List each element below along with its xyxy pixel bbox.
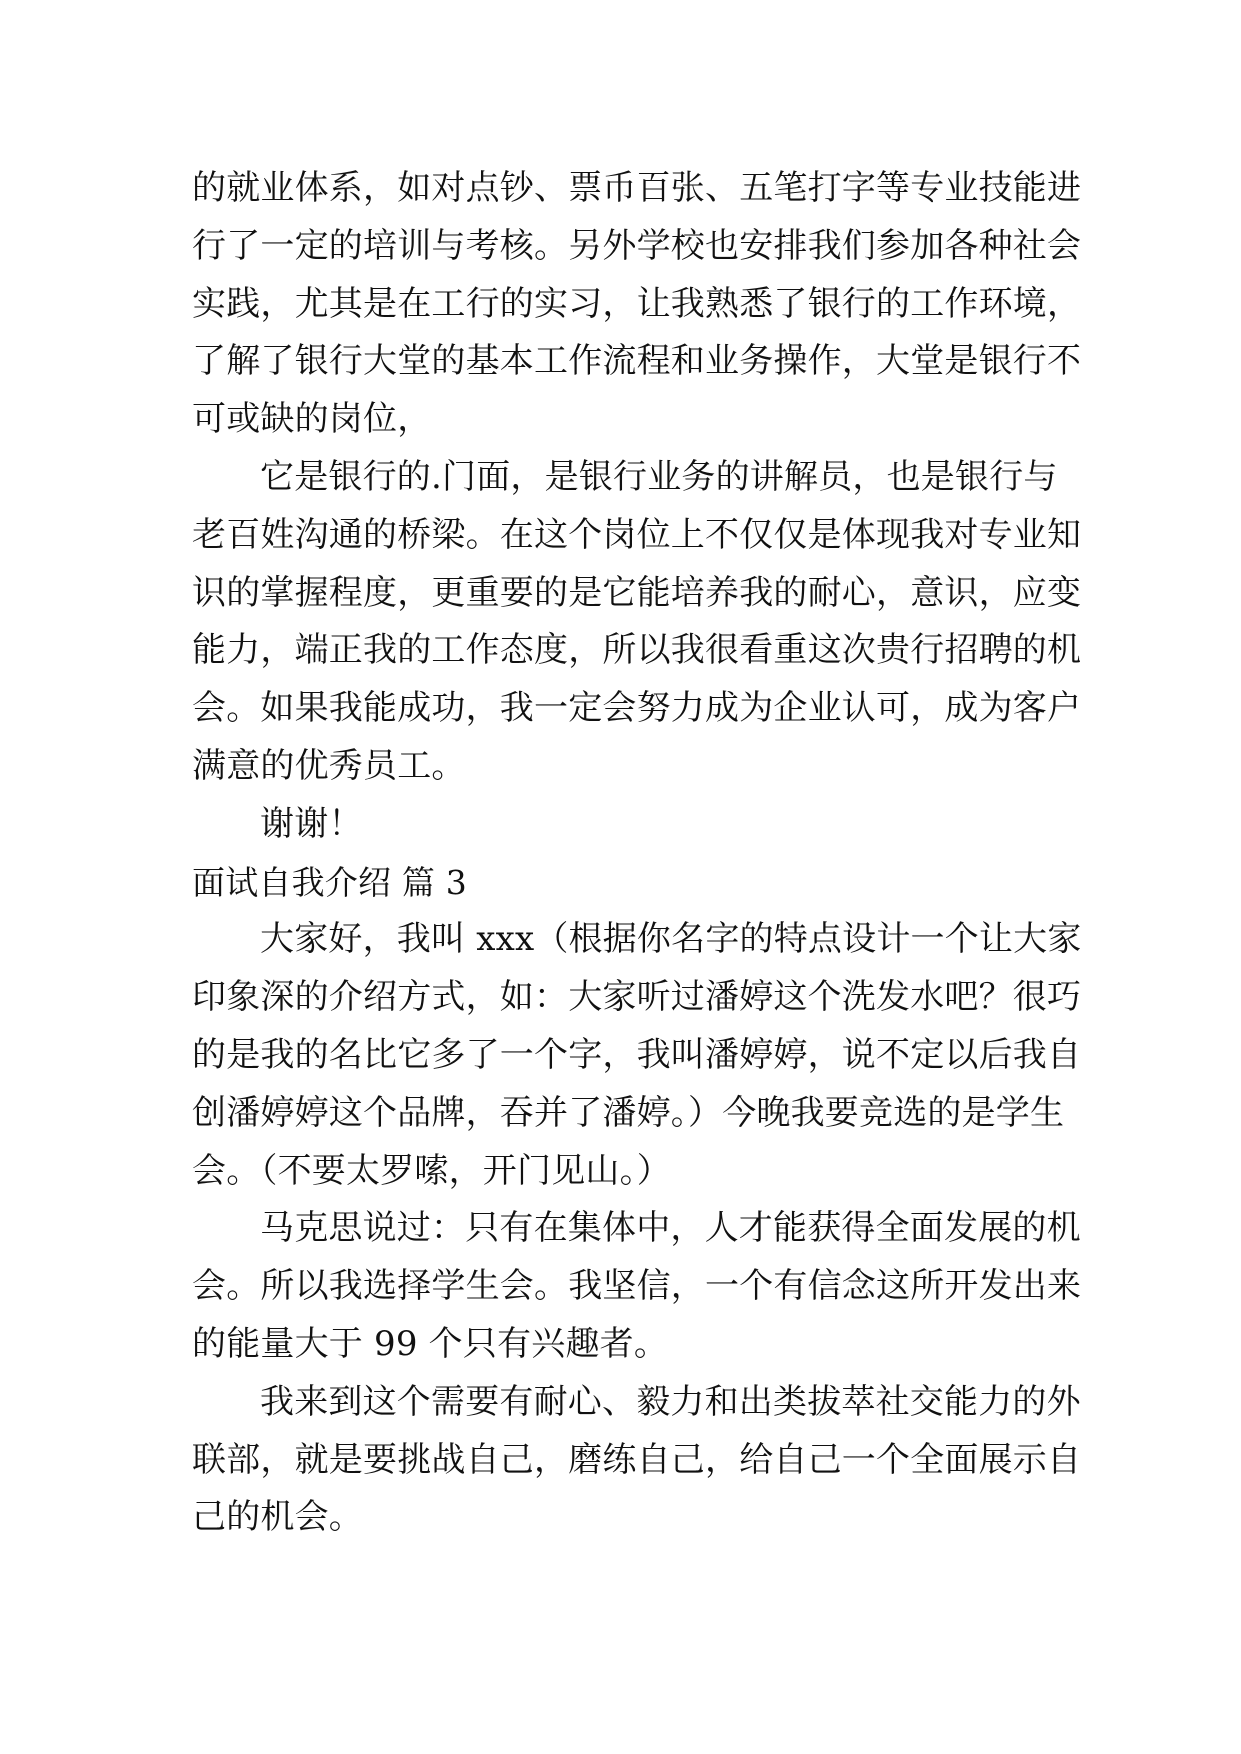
text-line: 的能量大于 99 个只有兴趣者。 — [192, 1323, 669, 1364]
text-line: 的就业体系，如对点钞、票币百张、五笔打字等专业技能进 — [192, 168, 1082, 208]
text-line: 识的掌握程度，更重要的是它能培养我的耐心，意识，应变 — [192, 572, 1082, 613]
section-heading: 面试自我介绍 篇 3 — [192, 862, 467, 902]
text-line: 的是我的名比它多了一个字，我叫潘婷婷，说不定以后我自 — [192, 1034, 1082, 1075]
text-line: 行了一定的培训与考核。另外学校也安排我们参加各种社会 — [192, 225, 1082, 266]
text-line: 会。（不要太罗嗦，开门见山。） — [192, 1150, 671, 1191]
document-body — [192, 160, 1082, 1547]
text-line: 实践，尤其是在工行的实习，让我熟悉了银行的工作环境， — [192, 283, 1082, 324]
text-line: 己的机会。 — [192, 1497, 363, 1538]
text-line: 老百姓沟通的桥梁。在这个岗位上不仅仅是体现我对专业知 — [192, 514, 1082, 555]
text-line: 大家好，我叫 xxx（根据你名字的特点设计一个让大家 — [260, 919, 1082, 960]
text-line: 可或缺的岗位， — [192, 399, 432, 440]
text-line: 联部，就是要挑战自己，磨练自己，给自己一个全面展示自 — [192, 1439, 1082, 1480]
text-line: 了解了银行大堂的基本工作流程和业务操作，大堂是银行不 — [192, 341, 1082, 382]
text-line: 会。所以我选择学生会。我坚信，一个有信念这所开发出来 — [192, 1266, 1082, 1307]
text-line: 马克思说过：只有在集体中，人才能获得全面发展的机 — [260, 1208, 1081, 1249]
text-line: 印象深的介绍方式，如：大家听过潘婷这个洗发水吧？很巧 — [192, 977, 1082, 1018]
text-line: 它是银行的.门面，是银行业务的讲解员，也是银行与 — [260, 456, 1058, 497]
text-line: 谢谢！ — [260, 803, 363, 844]
text-line: 会。如果我能成功，我一定会努力成为企业认可，成为客户 — [192, 688, 1082, 729]
text-line: 能力，端正我的工作态度，所以我很看重这次贵行招聘的机 — [192, 630, 1082, 671]
text-line: 我来到这个需要有耐心、毅力和出类拔萃社交能力的外 — [260, 1381, 1081, 1422]
text-line: 创潘婷婷这个品牌，吞并了潘婷。）今晚我要竞选的是学生 — [192, 1092, 1065, 1133]
text-line: 满意的优秀员工。 — [192, 745, 466, 786]
